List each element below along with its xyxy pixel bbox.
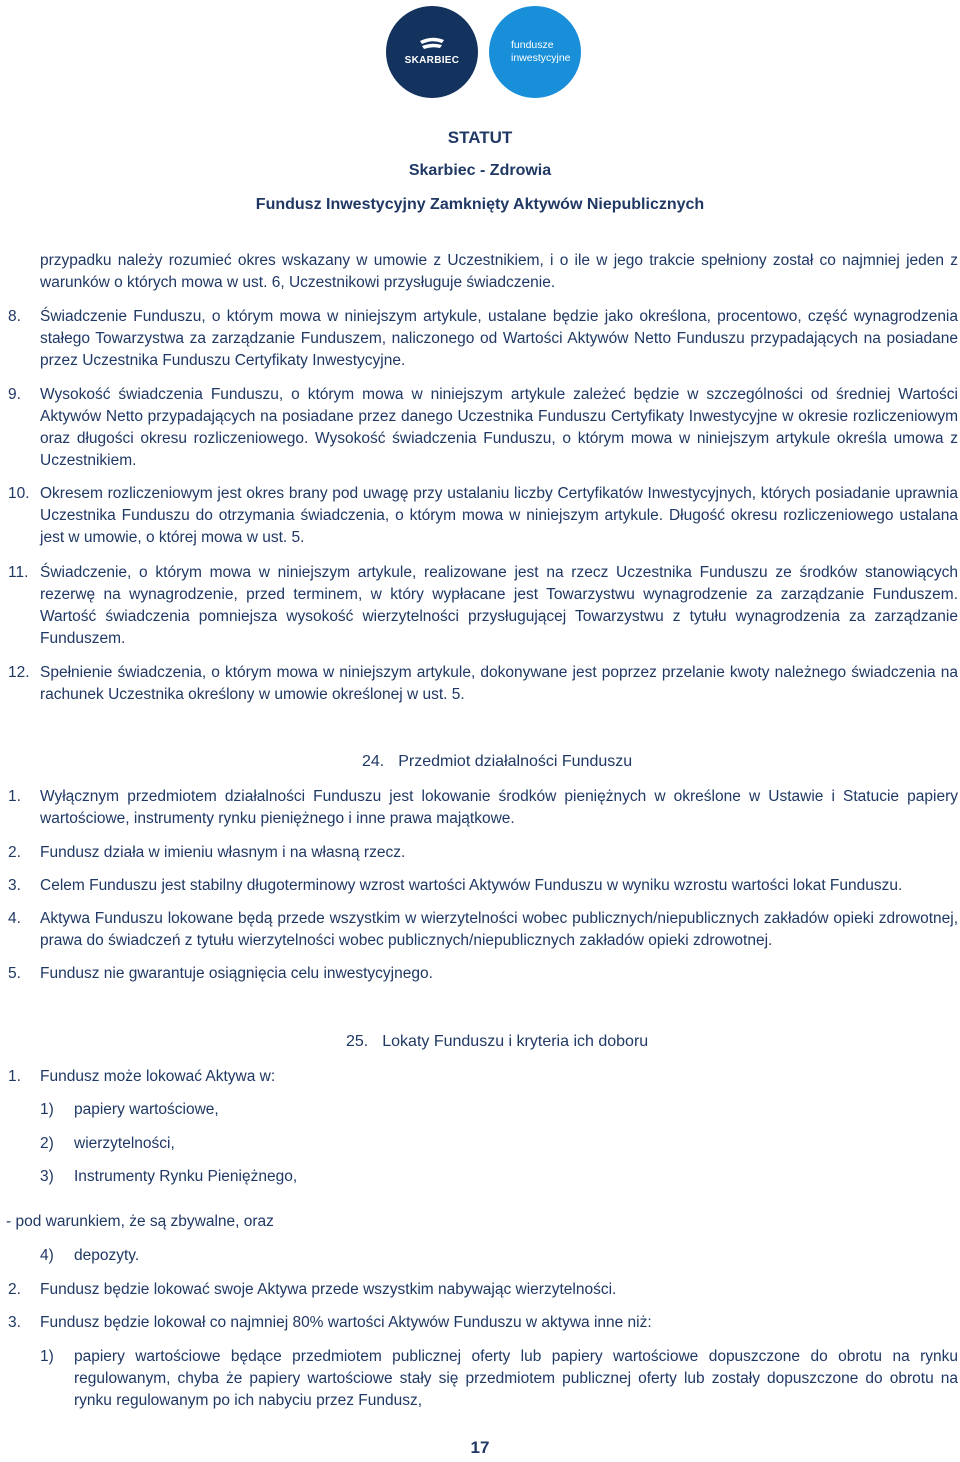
skarbiec-logo-text: SKARBIEC — [404, 55, 460, 66]
section-24-number: 24. — [362, 753, 385, 770]
intro-paragraph: przypadku należy rozumieć okres wskazany w umowie z Uczestnikiem, i o ile w jego trakcie spełniony został co najmniej jeden z warunków o których mowa w ust. 6, Uczestnikowi przysługuje świadczenie. — [40, 252, 958, 291]
item-text: Wyłącznym przedmiotem działalności Funduszu jest lokowanie środków pieniężnych w określone w Ustawie i Statucie papiery wartościowe, instrumenty rynku pieniężnego i inne prawa majątkowe. — [40, 788, 958, 827]
item-text: Aktywa Funduszu lokowane będą przede wszystkim w wierzytelności wobec publicznych/niepublicznych zakładów opieki zdrowotnej, prawa do świadczeń z tytułu wierzytelności wobec publicznych/niepublicznych zakładów opieki zdrowotnej. — [40, 910, 958, 949]
section-25-heading — [346, 1031, 648, 1053]
item-number: 3. — [8, 1314, 21, 1331]
section-25-number: 25. — [346, 1033, 369, 1050]
item-text: Świadczenie Funduszu, o którym mowa w niniejszym artykule, ustalane będzie jako określona, procentowo, część wynagrodzenia stałego Towarzystwa za zarządzanie Funduszem, naliczonego od Wartości Aktywów Netto Funduszu przypadających na posiadane przez Uczestnika Funduszu Certyfikaty Inwestycyjne. — [40, 308, 958, 369]
page-number: 17 — [470, 1438, 490, 1457]
subitem-number: 1) — [40, 1348, 54, 1365]
fundusze-logo-text — [511, 39, 571, 65]
item-number: 8. — [8, 308, 21, 325]
condition-text: - pod warunkiem, że są zbywalne, oraz — [6, 1213, 274, 1230]
fundusze-logo-line2: inwestycyjne — [511, 52, 571, 64]
item-number: 9. — [8, 386, 21, 403]
subitem-number: 3) — [40, 1168, 54, 1185]
subitem-text: wierzytelności, — [74, 1135, 175, 1152]
item-number: 2. — [8, 844, 21, 861]
item-number: 2. — [8, 1281, 21, 1298]
item-number: 1. — [8, 788, 21, 805]
item-text: Fundusz będzie lokować swoje Aktywa przede wszystkim nabywając wierzytelności. — [40, 1281, 617, 1298]
subitem-number: 1) — [40, 1101, 54, 1118]
subitem-text: depozyty. — [74, 1247, 140, 1264]
item-text: Okresem rozliczeniowym jest okres brany pod uwagę przy ustalaniu liczby Certyfikatów Inwestycyjnych, których posiadanie uprawnia Uczestnika Funduszu do otrzymania świadczenia, o którym mowa w niniejszym artykule. Długość okresu rozliczeniowego ustalana jest w umowie, o której mowa w ust. 5. — [40, 485, 958, 546]
item-text: Świadczenie, o którym mowa w niniejszym artykule, realizowane jest na rzecz Uczestnika Funduszu ze środków stanowiących rezerwę na wynagrodzenie, przed terminem, w który wypłacane jest Towarzystwu wynagrodzenie za zarządzanie Funduszem. Wartość świadczenia pomniejsza wysokość wierzytelności przysługującej Towarzystwu z tytułu wynagrodzenia za zarządzanie Funduszem. — [40, 564, 958, 647]
item-text: Wysokość świadczenia Funduszu, o którym mowa w niniejszym artykule zależeć będzie w szczególności od średniej Wartości Aktywów Netto przypadających na posiadane przez danego Uczestnika Funduszu Certyfikaty Inwestycyjne w okresie rozliczeniowym oraz długości okresu rozliczeniowego. Wysokość świadczenia Funduszu, o którym mowa w niniejszym artykule określa umowa z Uczestnikiem. — [40, 386, 958, 469]
item-number: 11. — [8, 564, 29, 581]
subitem-text: papiery wartościowe będące przedmiotem publicznej oferty lub papiery wartościowe dopuszczone do obrotu na rynku regulowanym, chyba że papiery wartościowe stały się przedmiotem publicznej oferty lub zostały dopuszczone do obrotu na rynku regulowanym po ich nabyciu przez Fundusz, — [74, 1348, 958, 1409]
item-text: Spełnienie świadczenia, o którym mowa w niniejszym artykule, dokonywane jest poprzez przelanie kwoty należnego świadczenia na rachunek Uczestnika określony w umowie określonej w ust. 5. — [40, 664, 958, 703]
item-number: 10. — [8, 485, 30, 502]
subitem-text: papiery wartościowe, — [74, 1101, 219, 1118]
section-25-title: Lokaty Funduszu i kryteria ich doboru — [382, 1033, 649, 1050]
item-text: Fundusz będzie lokował co najmniej 80% wartości Aktywów Funduszu w aktywa inne niż: — [40, 1314, 652, 1331]
item-number: 12. — [8, 664, 30, 681]
subitem-text: Instrumenty Rynku Pieniężnego, — [74, 1168, 298, 1185]
subitem-number: 4) — [40, 1247, 54, 1264]
item-text: Fundusz może lokować Aktywa w: — [40, 1068, 276, 1085]
item-number: 3. — [8, 877, 21, 894]
fund-type: Fundusz Inwestycyjny Zamknięty Aktywów Niepublicznych — [255, 196, 705, 213]
fund-name: Skarbiec - Zdrowia — [408, 162, 552, 179]
item-number: 4. — [8, 910, 21, 927]
item-number: 5. — [8, 965, 21, 982]
skarbiec-mark-icon — [416, 36, 448, 52]
logo-bar — [0, 6, 960, 98]
item-text: Celem Funduszu jest stabilny długoterminowy wzrost wartości Aktywów Funduszu w wyniku wzrostu wartości lokat Funduszu. — [40, 877, 903, 894]
section-24-title: Przedmiot działalności Funduszu — [398, 753, 633, 770]
item-text: Fundusz działa w imieniu własnym i na własną rzecz. — [40, 844, 406, 861]
fundusze-inwestycyjne-logo — [489, 6, 581, 98]
item-text: Fundusz nie gwarantuje osiągnięcia celu inwestycyjnego. — [40, 965, 433, 982]
section-24-heading — [362, 751, 632, 773]
document-title: STATUT — [447, 128, 513, 147]
skarbiec-logo — [386, 6, 478, 98]
item-number: 1. — [8, 1068, 21, 1085]
subitem-number: 2) — [40, 1135, 54, 1152]
fundusze-logo-line1: fundusze — [511, 39, 554, 51]
